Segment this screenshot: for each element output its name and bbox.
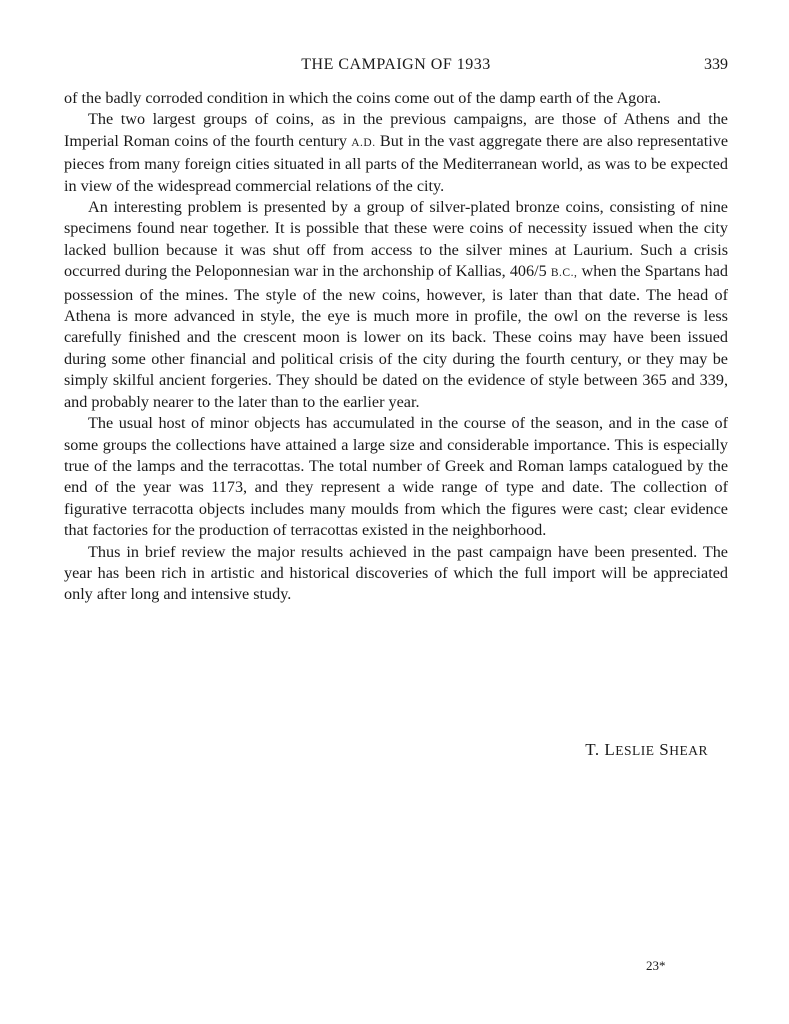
signature-initial: T.: [585, 740, 600, 759]
signature-last-rest: HEAR: [669, 743, 708, 758]
paragraph-text: The usual host of minor objects has accumulated in the course of the season, and in the case of some groups the collections have attained a large size and considerable importance. This is especially true of the lamps and the terracottas. The total number of Greek and Roman lamps catalogued by the end of the year was 1173, and they represent a wide range of type and date. The collection of figurative terracotta objects includes many moulds from which the figures were cast; clear evidence that factories for the production of terracottas existed in the neighborhood.: [64, 414, 728, 540]
running-title: THE CAMPAIGN OF 1933: [301, 56, 491, 73]
era-abbreviation: A.D.: [351, 136, 376, 149]
paragraph-text: The two largest groups of coins, as in the previous campaigns, are those of Athens and the Imperial Roman coins of the fourth century: [64, 110, 728, 150]
paragraph-text: of the badly corroded condition in which the coins come out of the damp earth of the Agora.: [64, 89, 661, 107]
page-number: 339: [704, 56, 728, 73]
printer-signature-mark: 23*: [646, 958, 666, 973]
paragraph-text: But in the vast aggregate there are also representative pieces from many foreign cities situated in all parts of the Mediterranean world, as was to be expected in view of the widespread commercial relations of the city.: [64, 131, 729, 195]
paragraph-coin-groups: [64, 109, 728, 197]
body-text: [64, 88, 728, 606]
paragraph-silver-plated-coins: [64, 197, 728, 413]
era-abbreviation: B.C.,: [550, 267, 578, 280]
page-header: [64, 54, 728, 76]
signature-first-rest: ESLIE: [615, 743, 655, 758]
signature-last-cap: S: [659, 740, 670, 759]
paragraph-continued: [64, 88, 728, 109]
paragraph-text: when the Spartans had possession of the mines. The style of the new coins, however, is later than that date. The head of Athena is more advanced in style, the eye is much more in profile, the owl on the reverse is less carefully finished and the crescent moon is lower on its back. These coins may have been issued during some other financial and political crisis of the city during the fourth century, or they may be simply skilful ancient forgeries. They should be dated on the evidence of style between 365 and 339, and probably nearer to the later than to the earlier year.: [64, 262, 728, 411]
paragraph-minor-objects: [64, 413, 728, 541]
author-signature: [585, 739, 708, 762]
paragraph-text: An interesting problem is presented by a group of silver-plated bronze coins, consisting of nine specimens found near together. It is possible that these were coins of necessity issued when the city lacked bullion because it was shut off from access to the silver mines at Laurium. Such a crisis occurred during the Peloponnesian war in the archonship of Kallias, 406/5: [64, 198, 728, 281]
paragraph-conclusion: [64, 542, 728, 606]
paragraph-text: Thus in brief review the major results achieved in the past campaign have been presented. The year has been rich in artistic and historical discoveries of which the full import will be appreciated only after long and intensive study.: [64, 542, 728, 604]
signature-first-cap: L: [604, 740, 616, 759]
